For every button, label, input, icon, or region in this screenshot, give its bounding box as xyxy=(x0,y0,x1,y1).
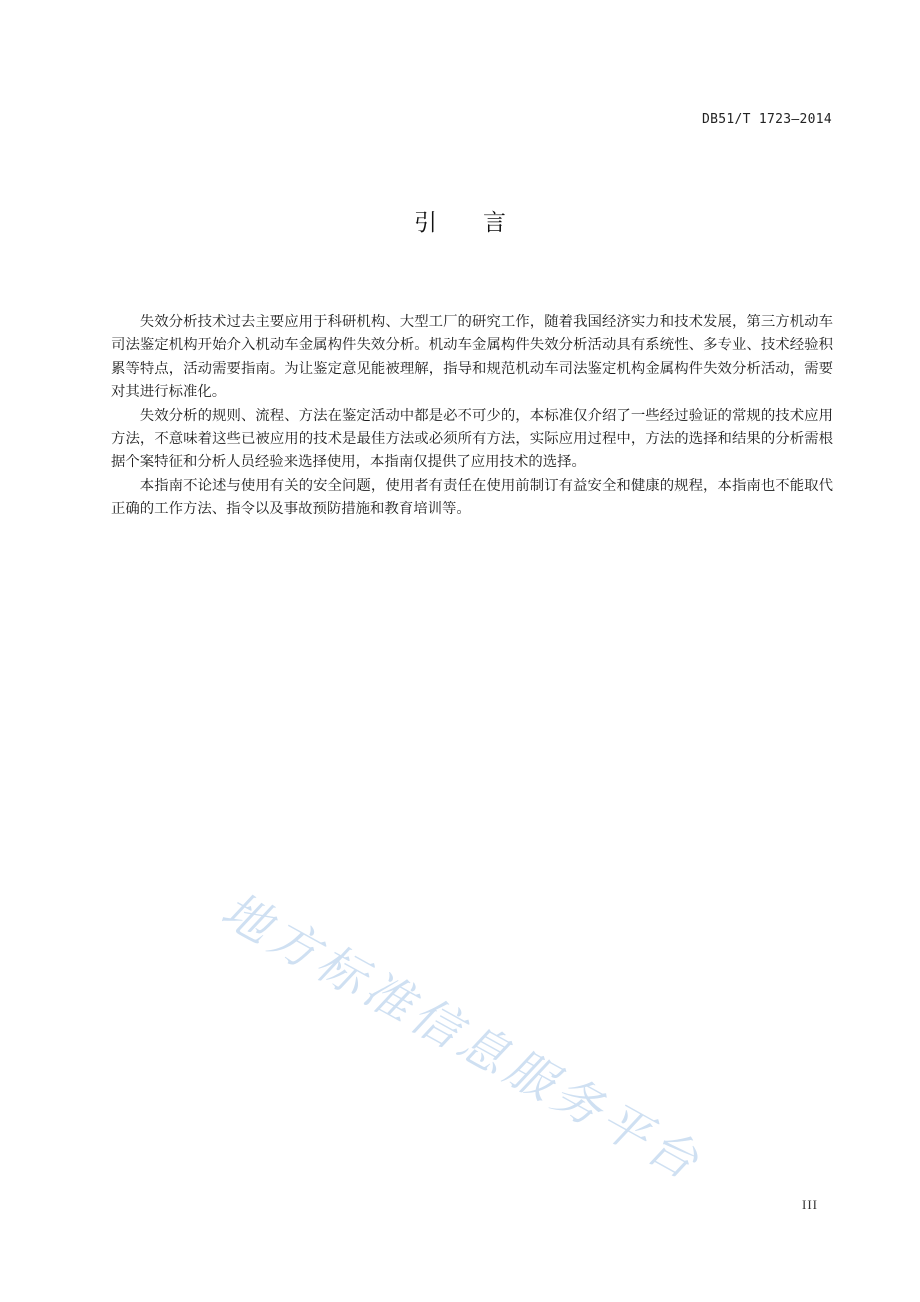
watermark: 地方标准信息服务平台 xyxy=(212,881,712,1193)
document-code: DB51/T 1723—2014 xyxy=(701,112,832,127)
paragraph-1: 失效分析技术过去主要应用于科研机构、大型工厂的研究工作，随着我国经济实力和技术发展，第三方机动车司法鉴定机构开始介入机动车金属构件失效分析。机动车金属构件失效分析活动具有系统性、多专业、技术经验积累等特点，活动需要指南。为让鉴定意见能被理解，指导和规范机动车司法鉴定机构金属构件失效分析活动，需要对其进行标准化。 xyxy=(111,314,833,401)
page-number: III xyxy=(802,1197,818,1212)
paragraph-2: 失效分析的规则、流程、方法在鉴定活动中都是必不可少的，本标准仅介绍了一些经过验证的常规的技术应用方法，不意味着这些已被应用的技术是最佳方法或必须所有方法，实际应用过程中，方法的选择和结果的分析需根据个案特征和分析人员经验来选择使用，本指南仅提供了应用技术的选择。 xyxy=(111,407,833,471)
paragraph-3: 本指南不论述与使用有关的安全问题，使用者有责任在使用前制订有益安全和健康的规程，本指南也不能取代正确的工作方法、指令以及事故预防措施和教育培训等。 xyxy=(111,477,833,518)
page-title: 引言 xyxy=(414,210,552,236)
body-text xyxy=(111,311,833,522)
